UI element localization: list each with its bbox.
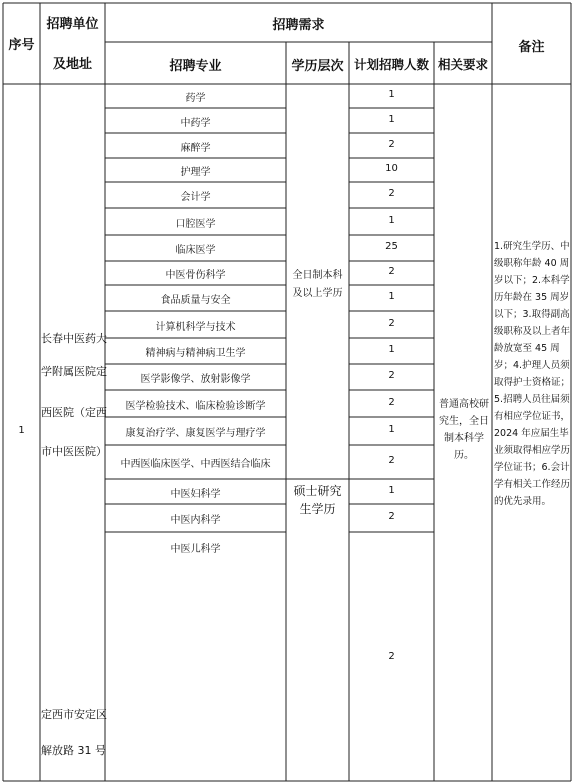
major-count: 2 — [388, 370, 395, 381]
count-header: 计划招聘人数 — [353, 57, 429, 72]
edu-bachelor-line: 全日制本科 — [292, 270, 343, 281]
major-name: 会计学 — [180, 192, 211, 203]
demand-header: 招聘需求 — [272, 18, 325, 33]
requirement-header: 相关要求 — [437, 57, 488, 72]
address-line: 定西市安定区 — [41, 708, 107, 721]
major-name: 中药学 — [180, 117, 211, 129]
major-name: 精神病与精神病卫生学 — [145, 348, 246, 359]
row-seq: 1 — [18, 425, 25, 436]
major-name: 护理学 — [180, 167, 211, 178]
seq-header: 序号 — [8, 38, 35, 53]
major-name: 临床医学 — [175, 245, 216, 256]
major-name: 药学 — [185, 93, 206, 104]
unit-name-line: 西医院（定西 — [41, 406, 107, 419]
major-count: 2 — [388, 455, 395, 466]
requirement-text: 普通高校研究生，全日制本科学历。 — [439, 399, 489, 461]
address-line: 解放路 31 号 — [41, 744, 106, 757]
major-header: 招聘专业 — [169, 59, 222, 74]
major-count: 1 — [388, 214, 395, 226]
major-count: 2 — [388, 266, 395, 277]
major-name: 中医内科学 — [170, 515, 221, 526]
unit-name-line: 长春中医药大 — [41, 332, 107, 345]
major-name: 医学影像学、放射影像学 — [140, 374, 251, 385]
major-name: 食品质量与安全 — [160, 295, 231, 306]
major-count: 25 — [385, 241, 398, 252]
major-count: 2 — [388, 138, 395, 150]
major-count: 2 — [388, 511, 395, 522]
major-name: 麻醉学 — [180, 142, 211, 154]
major-name: 中西医临床医学、中西医结合临床 — [120, 459, 271, 470]
major-count: 2 — [388, 651, 395, 662]
major-count: 1 — [388, 291, 395, 302]
major-count: 2 — [388, 317, 395, 329]
major-count: 1 — [388, 113, 395, 125]
note-header: 备注 — [518, 40, 545, 55]
major-name: 中医妇科学 — [170, 488, 221, 500]
major-count: 2 — [388, 188, 395, 199]
major-count: 1 — [388, 484, 395, 496]
major-name: 医学检验技术、临床检验诊断学 — [125, 400, 266, 412]
major-name: 计算机科学与技术 — [155, 321, 236, 333]
unit-name-line: 市中医医院） — [41, 445, 107, 458]
unit-header-line1: 招聘单位 — [46, 17, 99, 32]
major-count: 1 — [388, 89, 395, 100]
edu-bachelor-line: 及以上学历 — [292, 288, 343, 299]
major-name: 康复治疗学、康复医学与理疗学 — [125, 428, 266, 439]
major-name: 中医骨伤科学 — [165, 270, 226, 281]
unit-name-line: 学附属医院定 — [41, 365, 107, 378]
major-count: 2 — [388, 396, 395, 408]
edu-master-line: 生学历 — [299, 502, 336, 516]
edu-header: 学历层次 — [291, 59, 344, 74]
major-count: 10 — [385, 163, 398, 174]
notes-text: 1.研究生学历、中级职称年龄 40 周岁以下；2.本科学历年龄在 35 周岁以下；3.取得副高级职称及以上者年龄放宽至 45 周岁；4.护理人员须取得护士资格证；5.招聘人员往届须有相应学位证书，2024 年应届生毕业须取得相应学历学位证书；6.会计学有相关工作经历的优先录用。 — [494, 241, 571, 507]
unit-header-line2: 及地址 — [52, 57, 92, 72]
major-name: 口腔医学 — [175, 218, 216, 230]
major-count: 1 — [388, 344, 395, 355]
major-count: 1 — [388, 424, 395, 435]
edu-master-line: 硕士研究 — [293, 484, 342, 498]
major-name: 中医儿科学 — [170, 544, 221, 555]
